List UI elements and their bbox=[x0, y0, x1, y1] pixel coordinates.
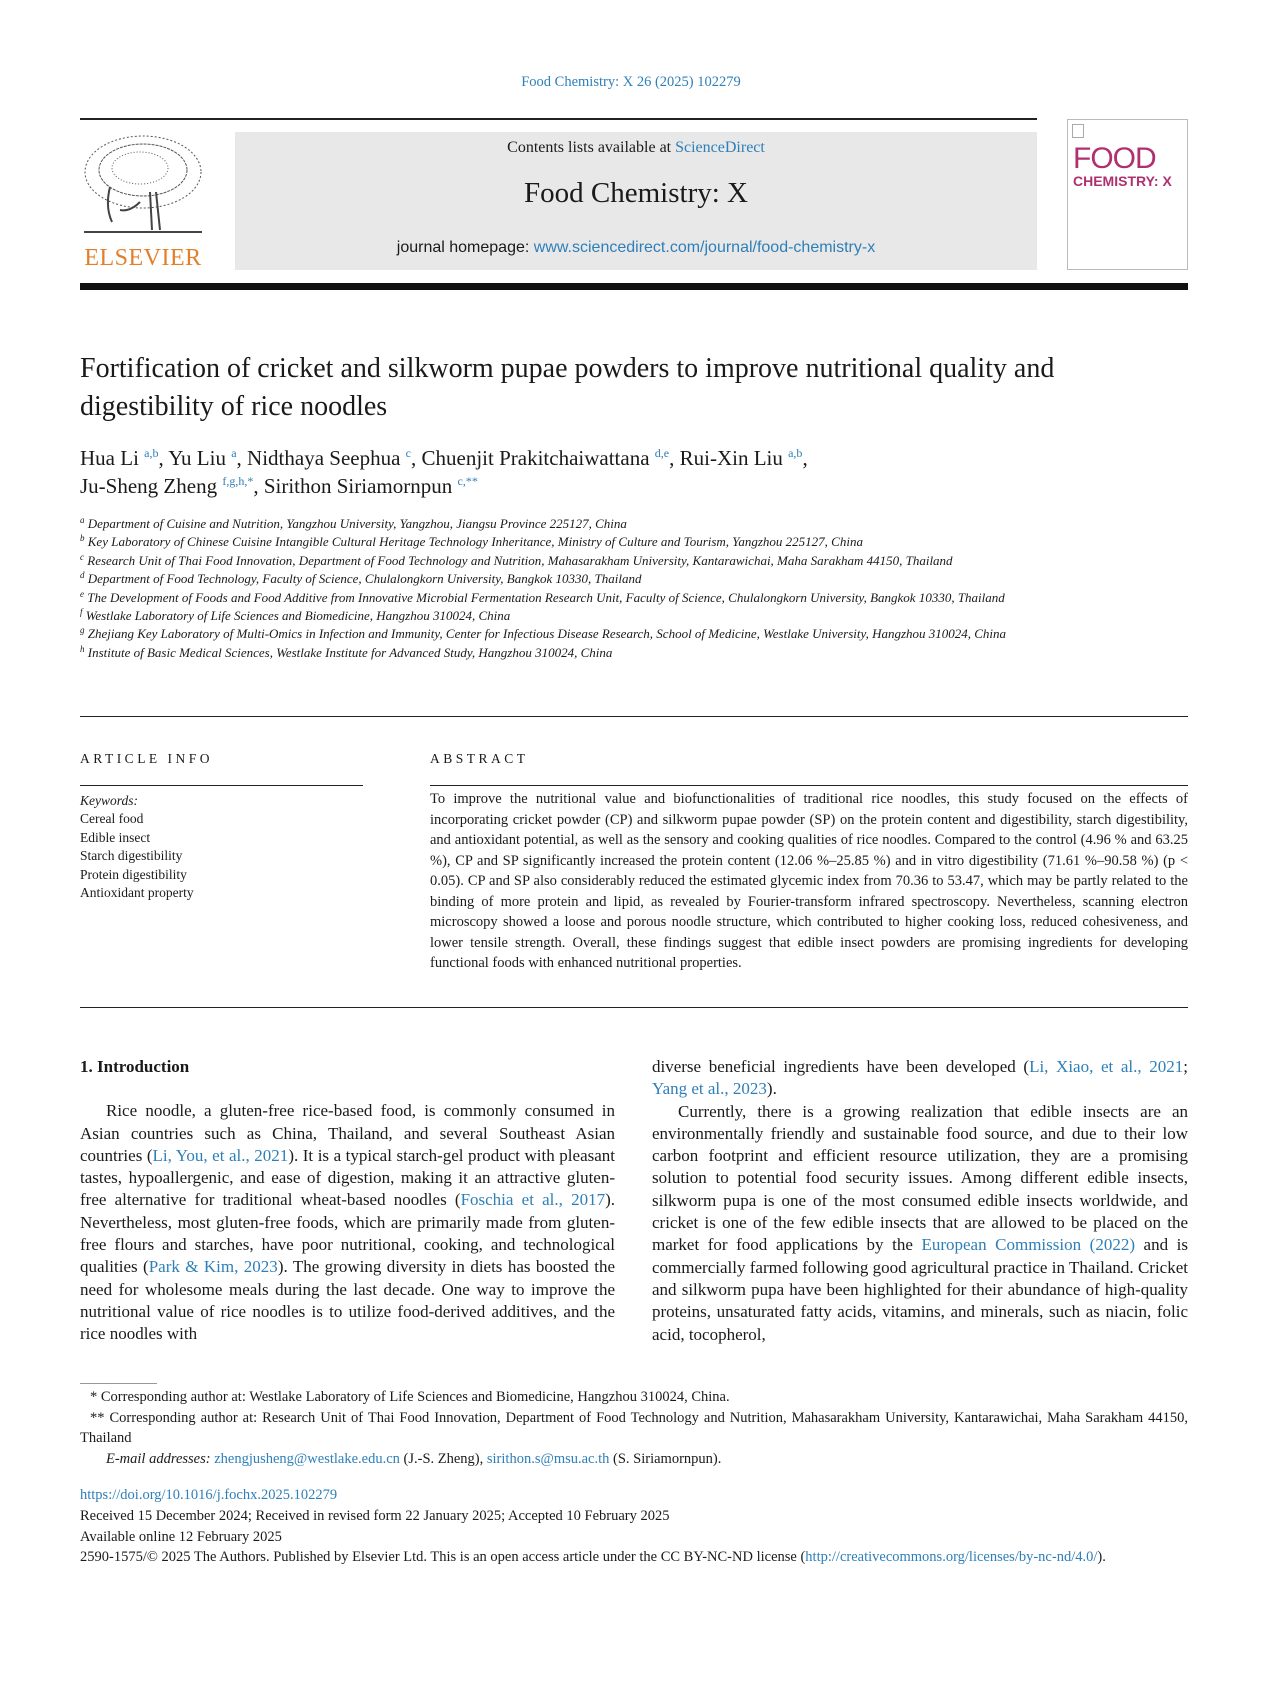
text-run: Rice noodle, a gluten-free rice-based food, is commonly consumed in Asian countries such as China, Thailand, and several Southeast Asian countries ( bbox=[80, 1101, 615, 1165]
sciencedirect-link[interactable]: ScienceDirect bbox=[675, 139, 765, 156]
abstract-heading: ABSTRACT bbox=[430, 751, 529, 766]
email-owner: (S. Siriamornpun). bbox=[609, 1450, 722, 1467]
section-heading-introduction: 1. Introduction bbox=[80, 1057, 190, 1076]
divider-thick bbox=[80, 283, 1188, 290]
author-affiliation-marker[interactable]: c,** bbox=[457, 474, 478, 488]
author-name[interactable]: Chuenjit Prakitchaiwattana bbox=[421, 446, 650, 470]
cover-logo-icon bbox=[1072, 124, 1084, 138]
divider bbox=[80, 716, 1188, 717]
divider bbox=[80, 785, 363, 786]
author-affiliation-marker[interactable]: a,b bbox=[788, 446, 803, 460]
email-link-zheng[interactable]: zhengjusheng@westlake.edu.cn bbox=[214, 1450, 400, 1467]
author-name[interactable]: Hua Li bbox=[80, 446, 139, 470]
paragraph-continued bbox=[652, 1056, 1188, 1101]
homepage-label: journal homepage: bbox=[396, 239, 534, 256]
journal-cover[interactable] bbox=[1067, 119, 1188, 270]
divider bbox=[80, 118, 1037, 120]
text-run: ; bbox=[1183, 1057, 1188, 1076]
affiliation-key: h bbox=[80, 643, 85, 654]
email-label: E-mail addresses: bbox=[106, 1450, 211, 1467]
affiliation bbox=[80, 625, 1090, 643]
received-dates: Received 15 December 2024; Received in revised form 22 January 2025; Accepted 10 February 2025 bbox=[80, 1507, 670, 1524]
elsevier-logo bbox=[80, 132, 206, 272]
keyword: Antioxidant property bbox=[80, 885, 194, 901]
keywords bbox=[80, 792, 194, 902]
keyword: Starch digestibility bbox=[80, 848, 183, 864]
affiliation-text: Institute of Basic Medical Sciences, Westlake Institute for Advanced Study, Hangzhou 310024, China bbox=[87, 644, 613, 660]
affiliation-key: d bbox=[80, 570, 85, 581]
affiliation-text: Westlake Laboratory of Life Sciences and Biomedicine, Hangzhou 310024, China bbox=[85, 608, 511, 624]
elsevier-wordmark: ELSEVIER bbox=[84, 245, 202, 271]
journal-reference[interactable] bbox=[0, 74, 1262, 91]
author-name[interactable]: Ju-Sheng Zheng bbox=[80, 474, 218, 498]
author-affiliation-marker[interactable]: f,g,h,* bbox=[222, 474, 254, 488]
citation-link[interactable]: Li, Xiao, et al., 2021 bbox=[1029, 1057, 1184, 1076]
license-text: 2590-1575/© 2025 The Authors. Published by Elsevier Ltd. This is an open access article under the CC BY-NC-ND license ( bbox=[80, 1549, 806, 1566]
affiliation-text: Department of Cuisine and Nutrition, Yangzhou University, Yangzhou, Jiangsu Province 225127, China bbox=[87, 516, 627, 531]
affiliation bbox=[80, 533, 1090, 551]
journal-reference-link[interactable]: Food Chemistry: X 26 (2025) 102279 bbox=[521, 74, 741, 90]
keywords-label: Keywords: bbox=[80, 793, 138, 808]
affiliation-key: a bbox=[80, 515, 85, 525]
paragraph bbox=[652, 1101, 1188, 1346]
affiliation bbox=[80, 589, 1090, 607]
article-title: Fortification of cricket and silkworm pupae powders to improve nutritional quality and digestibility of rice noodles bbox=[80, 353, 1055, 422]
affiliation-text: Research Unit of Thai Food Innovation, Department of Food Technology and Nutrition, Mahasarakham University, Kantarawichai, Maha Sarakham 44150, Thailand bbox=[87, 552, 953, 568]
text-run: and is commercially farmed following good agricultural practice in Thailand. Cricket and silkworm pupa have been highlighted for their abundance of high-quality proteins, unsaturated fatty acids, vitamins, and minerals, such as niacin, folic acid, tocopherol, bbox=[652, 1235, 1188, 1344]
footnote-corresponding-2: ** Corresponding author at: Research Unit of Thai Food Innovation, Department of Food Technology and Nutrition, Mahasarakham University, Kantarawichai, Maha Sarakham 44150, Thailand bbox=[80, 1409, 1188, 1446]
affiliation-text: Zhejiang Key Laboratory of Multi-Omics in Infection and Immunity, Center for Infectious Disease Research, School of Medicine, Westlake University, Hangzhou 310024, China bbox=[87, 626, 1007, 642]
homepage-line bbox=[235, 239, 1037, 257]
text-run: ). bbox=[766, 1079, 777, 1099]
contents-label: Contents lists available at bbox=[507, 139, 676, 156]
author-name[interactable]: Sirithon Siriamornpun bbox=[263, 474, 453, 498]
keyword: Cereal food bbox=[80, 811, 144, 827]
contents-line bbox=[235, 139, 1037, 157]
author-list: Hua Li $^{a,b}$, Yu Liu $^a$, Nidthaya Seephua $^c$, Chuenjit Prakitchaiwattana $^{d,e}$, Rui-Xin Liu $^{a,b}$, Ju-Sheng Zheng $^{f,g,h,*}$, Sirithon Siriamornpun $^{c,**}$ bbox=[80, 446, 808, 498]
affiliation bbox=[80, 570, 1090, 588]
affiliation bbox=[80, 607, 1090, 625]
affiliation-key: e bbox=[80, 588, 84, 599]
article-metadata bbox=[80, 1485, 1188, 1568]
author-affiliation-marker[interactable]: a,b bbox=[144, 446, 159, 460]
text-run: diverse beneficial ingredients have been developed ( bbox=[652, 1057, 1030, 1076]
affiliation-key: g bbox=[80, 625, 85, 636]
text-run: ). The growing diversity in diets has boosted the need for wholesome meals during the last decade. One way to improve the nutritional value of rice noodles is to utilize food-derived additives, and the rice noodles with bbox=[80, 1257, 615, 1344]
affiliation-text: Key Laboratory of Chinese Cuisine Intangible Cultural Heritage Technology Inheritance, Ministry of Culture and Tourism, Yangzhou 225127, China bbox=[87, 534, 863, 550]
divider bbox=[430, 785, 1188, 786]
email-owner: (J.-S. Zheng), bbox=[399, 1450, 487, 1467]
article-info-heading: ARTICLE INFO bbox=[80, 751, 214, 766]
cover-food: FOOD bbox=[1073, 142, 1156, 175]
available-online: Available online 12 February 2025 bbox=[80, 1528, 282, 1545]
footnote-divider bbox=[80, 1383, 157, 1384]
keyword: Edible insect bbox=[80, 829, 151, 845]
paragraph bbox=[80, 1100, 615, 1345]
email-link-siriamornpun[interactable]: sirithon.s@msu.ac.th bbox=[486, 1450, 610, 1467]
affiliation-text: The Development of Foods and Food Additive from Innovative Microbial Fermentation Research Unit, Faculty of Science, Chulalongkorn University, Bangkok 10330, Thailand bbox=[87, 589, 1005, 605]
author-name[interactable]: Rui-Xin Liu bbox=[679, 446, 783, 470]
homepage-link[interactable]: www.sciencedirect.com/journal/food-chemistry-x bbox=[533, 239, 876, 256]
left-column bbox=[80, 1056, 615, 1346]
journal-masthead bbox=[235, 132, 1037, 270]
author-affiliation-marker[interactable]: a bbox=[231, 446, 237, 460]
text-run: ). It is a typical starch-gel product with pleasant tastes, hypoallergenic, and ease of digestion, making it an attractive gluten-free alternative for traditional wheat-based noodles ( bbox=[80, 1145, 615, 1210]
citation-link[interactable]: Park & Kim, 2023 bbox=[148, 1257, 278, 1277]
license bbox=[80, 1547, 1188, 1568]
cover-chemistry: CHEMISTRY: X bbox=[1073, 173, 1172, 189]
journal-title: Food Chemistry: X bbox=[524, 177, 748, 209]
abstract-text: To improve the nutritional value and biofunctionalities of traditional rice noodles, this study focused on the effects of incorporating cricket powder (CP) and silkworm pupae powder (SP) on the protein content and digestibility, starch digestibility, and antioxidant potential, as well as the sensory and cooking qualities of rice noodles. Compared to the control (4.96 % and 63.25 %), CP and SP significantly increased the protein content (12.06 %–25.85 %) and in vitro digestibility (71.61 %–90.58 %) (p < 0.05). CP and SP also considerably reduced the estimated glycemic index from 70.36 to 53.47, which may be partly related to the binding of more protein and lipid, as revealed by Fourier-transform infrared spectroscopy. Nevertheless, scanning electron microscopy showed a loose and porous noodle structure, which contributed to higher cooking loss, reduced cohesiveness, and lower tensile strength. Overall, these findings suggest that edible insect powders are promising ingredients for developing functional foods with enhanced nutritional properties. bbox=[430, 791, 1188, 971]
footnotes bbox=[80, 1387, 1188, 1469]
affiliation bbox=[80, 644, 1090, 662]
affiliation-key: b bbox=[80, 533, 85, 544]
divider bbox=[80, 1007, 1188, 1008]
doi-link[interactable]: https://doi.org/10.1016/j.fochx.2025.102279 bbox=[80, 1487, 338, 1503]
footnote-corresponding-1: * Corresponding author at: Westlake Laboratory of Life Sciences and Biomedicine, Hangzhou 310024, China. bbox=[90, 1389, 730, 1405]
affiliation-text: Department of Food Technology, Faculty of Science, Chulalongkorn University, Bangkok 10330, Thailand bbox=[87, 571, 642, 587]
right-column bbox=[652, 1056, 1188, 1346]
author-affiliation-marker[interactable]: c bbox=[405, 446, 411, 460]
license-link[interactable]: http://creativecommons.org/licenses/by-nc-nd/4.0/ bbox=[805, 1549, 1098, 1566]
keyword: Protein digestibility bbox=[80, 866, 187, 882]
license-end: ). bbox=[1097, 1549, 1106, 1566]
footnote-emails bbox=[80, 1449, 1188, 1470]
elsevier-tree-icon bbox=[80, 132, 206, 237]
citation-link[interactable]: Li, You, et al., 2021 bbox=[152, 1145, 289, 1165]
author-affiliation-marker[interactable]: d,e bbox=[654, 446, 670, 460]
affiliation bbox=[80, 552, 1090, 570]
citation-link[interactable]: Yang et al., 2023 bbox=[652, 1079, 767, 1099]
author-name[interactable]: Yu Liu bbox=[168, 446, 226, 470]
text-run: Currently, there is a growing realization that edible insects are an environmentally friendly and sustainable food source, and due to their low carbon footprint and efficient resource utilization, they are a promising solution to potential food security issues. Among different edible insects, silkworm pupa is one of the most consumed edible insects worldwide, and cricket is one of the few edible insects that are allowed to be placed on the market for food applications by the bbox=[652, 1101, 1188, 1255]
text-run: ). Nevertheless, most gluten-free foods, which are primarily made from gluten-free flours and starches, have poor nutritional, cooking, and technological qualities ( bbox=[80, 1190, 616, 1277]
affiliations bbox=[80, 515, 1090, 662]
author-name[interactable]: Nidthaya Seephua bbox=[247, 446, 401, 470]
citation-link[interactable]: Foschia et al., 2017 bbox=[460, 1190, 606, 1210]
affiliation bbox=[80, 515, 1090, 533]
affiliation-key: f bbox=[80, 607, 83, 618]
affiliation-key: c bbox=[80, 551, 84, 562]
citation-link[interactable]: European Commission (2022) bbox=[921, 1235, 1135, 1255]
